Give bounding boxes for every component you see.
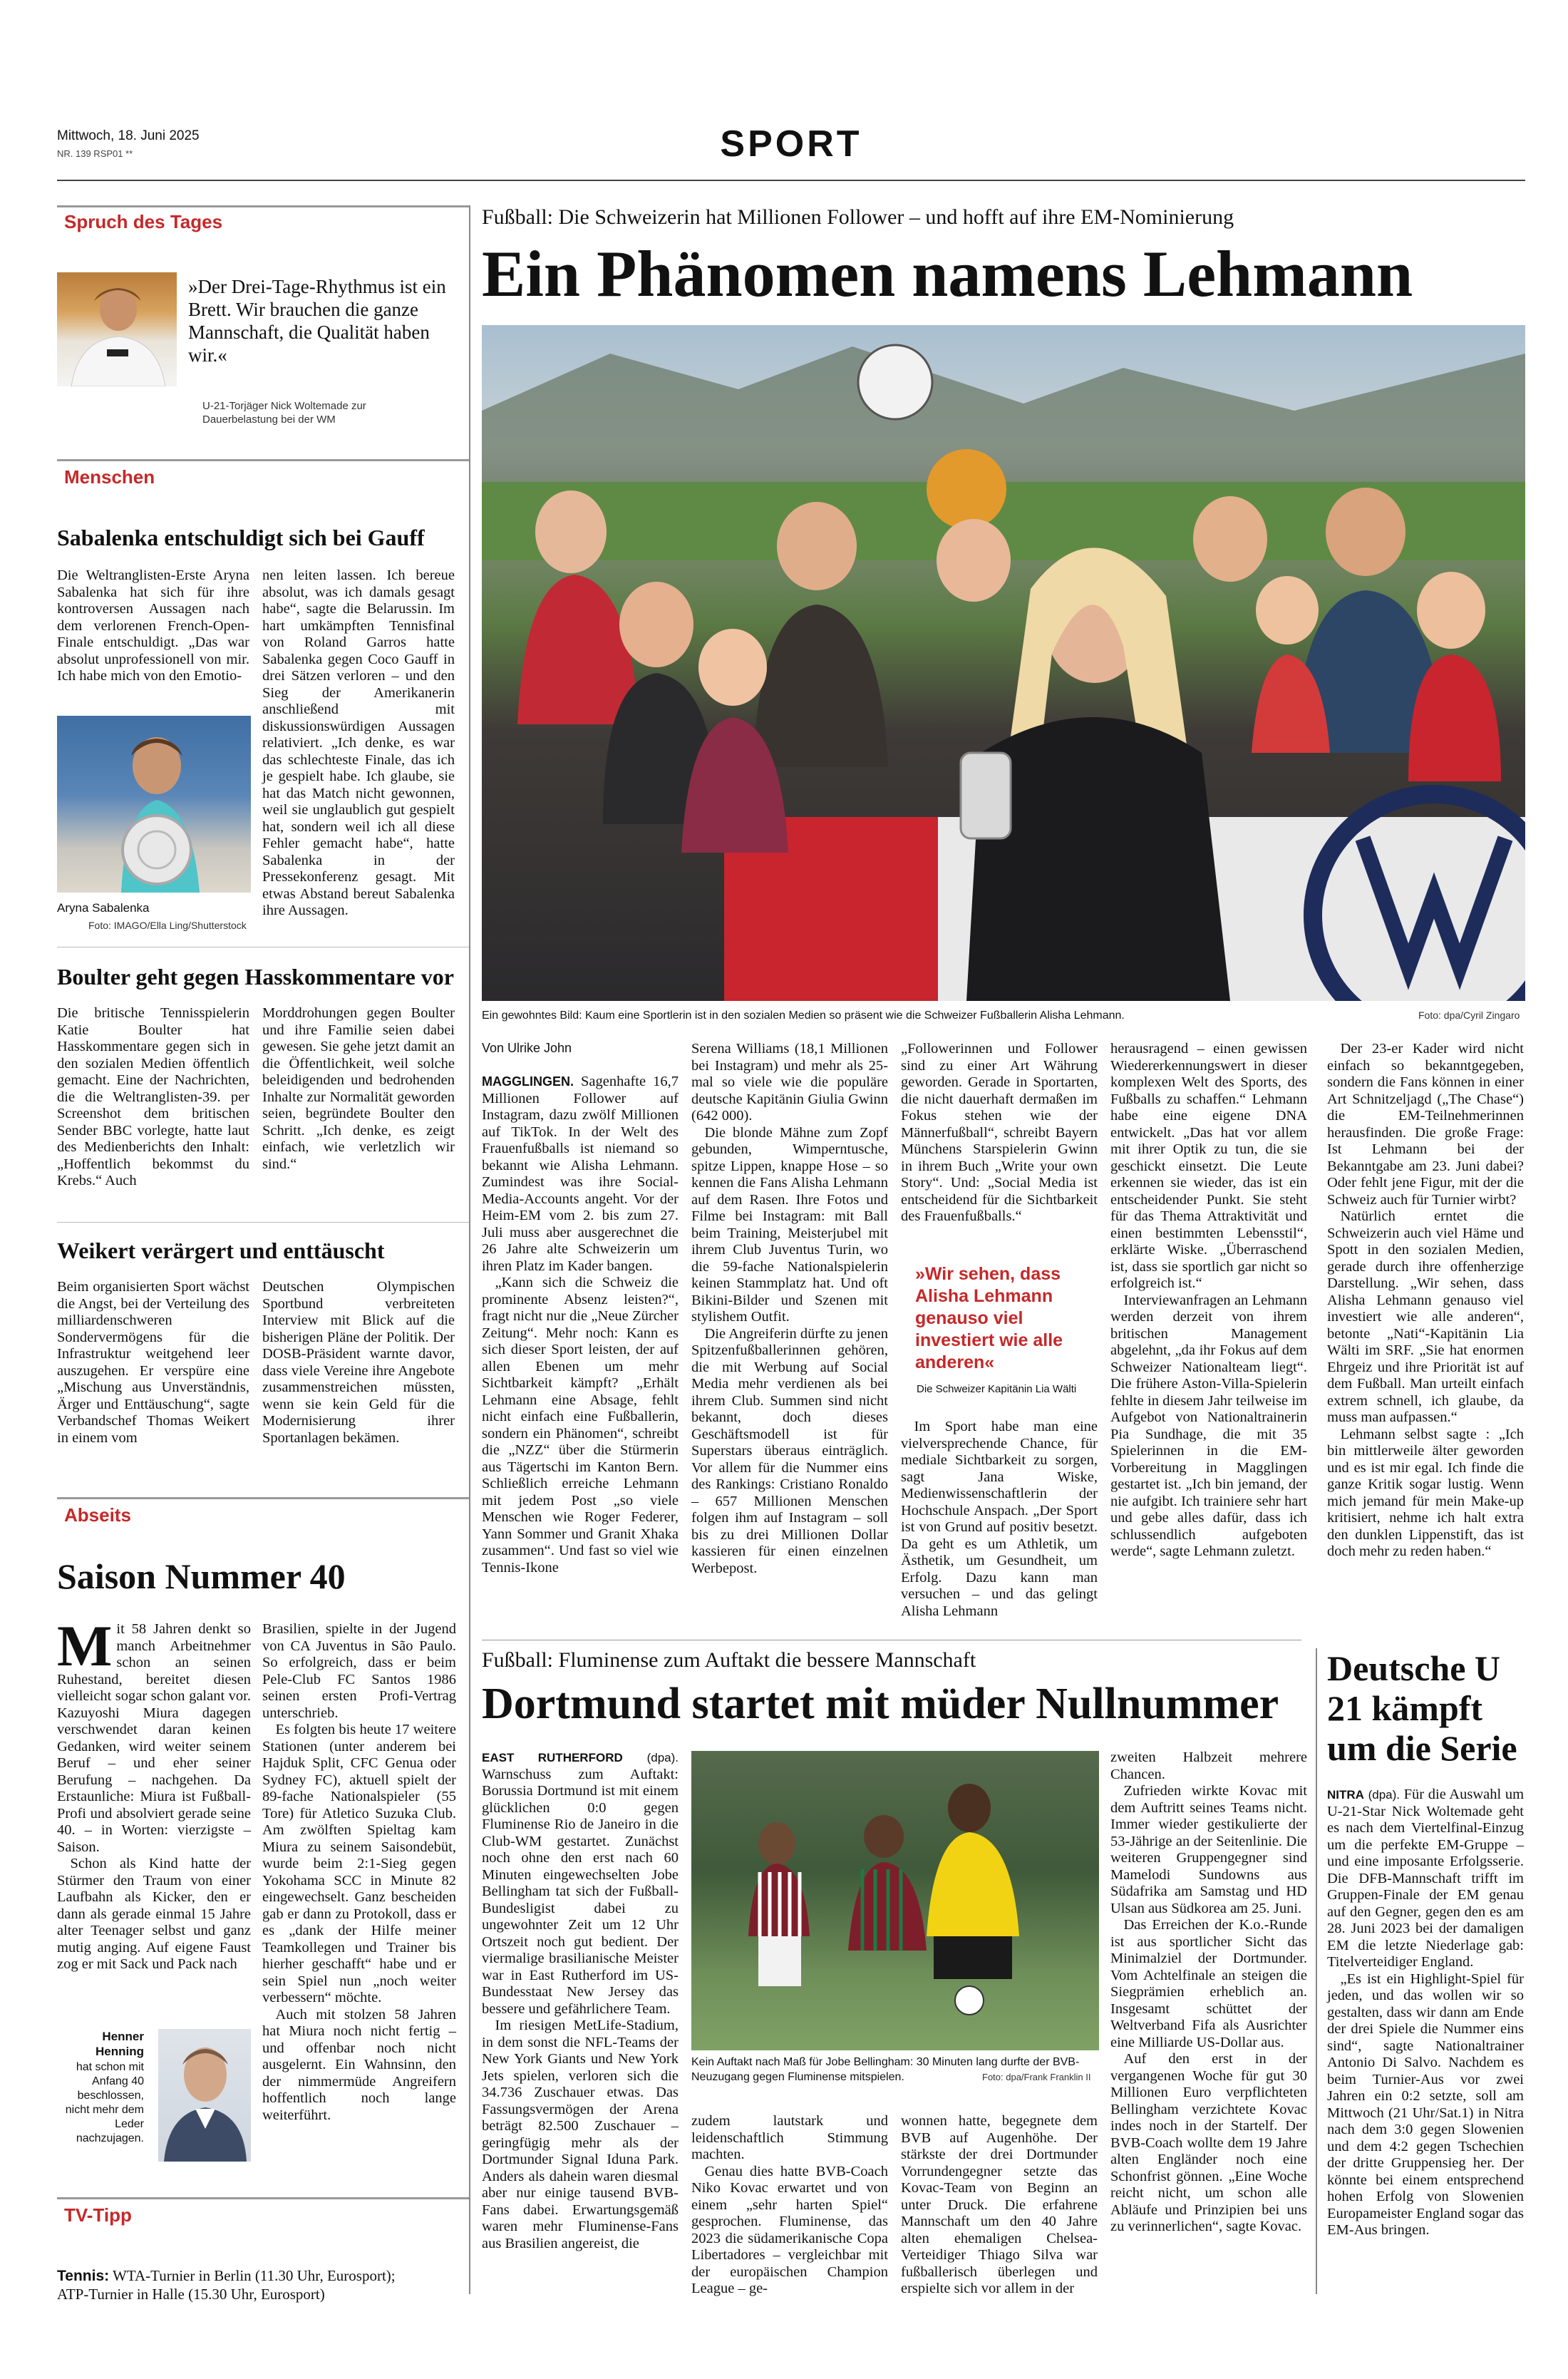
spruch-top-rule <box>57 205 469 207</box>
boulter-col1-text: Die britische Tennisspielerin Katie Boulter hat Hasskommentare gegen sich in den sozialen Medien öffentlich gemacht. Eine der Nachrichten, die die Weltranglisten-39. per Screenshot dem britischen Sender BBC vorlegte, hatte laut des Medienberichts den Inhalt: „Hoffentlich bekommst du Krebs.“ Auch <box>57 1005 249 1188</box>
tvtipp-rubric: TV-Tipp <box>64 2204 132 2226</box>
lead-col5 <box>1327 1041 1524 1561</box>
abseits-rubric: Abseits <box>64 1504 131 1526</box>
dortmund-col1-body: Warnschuss zum Auftakt: Borussia Dortmund ist mit einem glücklichen 0:0 gegen Fluminense Rio de Janeiro in die Club-WM gestartet. Zunächst noch ohne den erst nach 60 Minuten eingewechselten Jobe Bellingham tat sich der Fußball-Bundesligist dabei zu ungewohnter Zeit um 12 Uhr Ortszeit noch gut bedient. Der viermalige brasilianische Meister war in East Rutherford im US-Bundesstaat New Jersey das bessere und gefährlichere Team. <box>482 1766 679 2017</box>
menschen-top-rule <box>57 459 469 461</box>
u21-col1-text <box>1327 1787 1524 1971</box>
dortmund-kicker: Fußball: Fluminense zum Auftakt die bessere Mannschaft <box>482 1648 976 1672</box>
sabalenka-photo <box>57 716 251 893</box>
abseits-col2c-text: Auch mit stolzen 58 Jahren hat Miura noch nicht fertig – und offenbar noch nicht ausgelernt. Ein Wahnsinn, den der nimmermüde Angreifern hoffentlich noch lange weiterführt. <box>262 2006 456 2123</box>
lead-col3b <box>901 1419 1098 1620</box>
dortmund-dateline: EAST RUTHERFORD <box>482 1751 623 1764</box>
spruch-attribution: U-21-Torjäger Nick Woltemade zur Dauerbelastung bei der WM <box>202 400 366 426</box>
menschen-rubric: Menschen <box>64 466 155 488</box>
tvtipp-line1-text: WTA-Turnier in Berlin (11.30 Uhr, Eurosport); <box>113 2267 396 2284</box>
lead-col2-text: Serena Williams (18,1 Millionen bei Instagram) und mehr als 25-mal so viele wie die populäre deutsche Kapitänin Giulia Gwinn (642 000). <box>691 1041 888 1124</box>
trophy-icon <box>57 716 251 893</box>
lead-col1b-text: „Kann sich die Schweiz die prominente Absenz leisten?“, fragt nicht nur die „Neue Zürcher Zeitung“. Mehr noch: Kann es sich dieser Sport leisten, der auf allen Ebenen um mehr Sichtbarkeit kämpft? „Erhält Lehmann eine Absage, fehlt nicht einfach eine Fußballerin, sondern ein Phänomen“, schreibt die „NZZ“ über die Stürmerin aus Tägertschi im Kanton Bern. Schließlich erreiche Lehmann mit jedem Post „so viele Menschen wie Roger Federer, Yann Sommer und Granit Xhaka zusammen“. Und fast so viel wie Tennis-Ikone <box>482 1275 679 1576</box>
lead-col1 <box>482 1074 679 1576</box>
lead-col5b-text: Natürlich erntet die Schweizerin auch viel Häme und Spott in den sozialen Medien, gerade durch ihre offenherzige Darstellung. „Wir sehen, dass Alisha Lehmann genauso viel investiert wie alle anderen“, betonte „Nati“-Kapitänin Lia Wälti im SRF. „Sie hat enormen Ehrgeiz und ihre Priorität ist auf dem Fußball. Man urteilt einfach extrem schnell, ich glaube, da muss man aufpassen.“ <box>1327 1208 1524 1425</box>
abseits-col1-text: it 58 Jahren denkt so manch Arbeitnehmer schon an seinen Ruhestand, bereitet diesen vielleicht sogar schon galant vor. Kazuyoshi Miura dagegen verschwendet daran keinen Gedanken, wird weiter seinem Beruf – und eher seiner Berufung – nachgehen. Da Erstaunliche: Miura ist Fußball-Profi und absolviert gerade seine 40. – in Worten: vierzigste – Saison. <box>57 1621 251 1855</box>
menschen-divider-2 <box>57 1222 469 1223</box>
boulter-headline: Boulter geht gegen Hasskommentare vor <box>57 964 454 990</box>
lead-kicker: Fußball: Die Schweizerin hat Millionen Follower – und hofft auf ihre EM-Nominierung <box>482 205 1234 229</box>
lead-col4-text: herausragend – einen gewissen Wiedererkennungswert in dieser komplexen Welt des Sports, des Fußballs zu schaffen.“ Lehmann habe eine eigene DNA entwickelt. „Das hat vor allem mit ihrer Optik zu tun, die sie geschickt einsetzt. Die Leute erkennen sie wieder, das ist ein entscheidender Punkt. Sie steht für das Thema Attraktivität und einen bestimmten Lebensstil“, erklärte Wiske. „Überraschend ist, dass sie sportlich gar nicht so erfolgreich ist.“ <box>1110 1041 1307 1291</box>
lead-col4 <box>1110 1041 1307 1561</box>
u21-divider <box>1316 1648 1317 2294</box>
dortmund-col3-text: wonnen hatte, begegnete dem BVB auf Augenhöhe. Der stärkste der drei Dortmunder Vorrundengegner setzte das Kovac-Team von Beginn an unter Druck. Die erfahrene Mannschaft um den 40 Jahre alten ehemaligen Chelsea-Verteidiger Thiago Silva war fußballerisch überlegen und erspielte sich vor allem in der <box>901 2113 1098 2296</box>
abseits-col1b-text: Schon als Kind hatte der Stürmer den Traum von einer Laufbahn als Kicker, den er dann als gerade einmal 15 Jahre alter Teenager selbst und ganz mutig anging. Auf eigene Faust zog er mit Sack und Pack nach <box>57 1856 251 1972</box>
dortmund-col2b-text: Genau dies hatte BVB-Coach Niko Kovac erwartet und von einem „sehr harten Spiel“ gesprochen. Fluminense, das 2023 die südamerikanische Copa Libertadores – vergleichbar mit der europäischen Champion League – ge- <box>691 2163 888 2296</box>
sabalenka-caption: Aryna Sabalenka <box>57 901 150 915</box>
abseits-author-note: hat schon mit Anfang 40 beschlossen, nicht mehr dem Leder nachzujagen. <box>65 2061 144 2144</box>
lead-col2 <box>691 1041 888 1577</box>
lead-col2b-text: Die blonde Mähne zum Zopf gebunden, Wimperntusche, spitze Lippen, knappe Hose – so kennen die Fans Alisha Lehmann auf dem Rasen. Ihre Fotos und Filme bei Instagram: mit Ball beim Training, Meisterjubel mit ihrem Club Juventus Turin, wo die 59-fache Nationalspielerin keinen Stammplatz hat. Und oft Bikini-Bilder und Szenen mit stylishem Outfit. <box>691 1124 888 1325</box>
lead-col2c-text: Die Angreiferin dürfte zu jenen Spitzenfußballerinnen gehören, die mit Werbung auf Social Media mehr verdienen als bei ihrem Club. Summen sind nicht bekannt, doch dieses Geschäftsmodell ist für Superstars überaus einträglich. Vor allem für die Nummer eins des Rankings: Cristiano Ronaldo – 657 Millionen Menschen folgen ihm auf Instagram – soll bis zu drei Millionen Dollar kassieren für einen einzelnen Werbepost. <box>691 1325 888 1576</box>
abseits-dropcap: M <box>57 1613 113 1678</box>
author-portrait-icon <box>158 2029 251 2162</box>
lead-headline: Ein Phänomen namens Lehmann <box>482 237 1413 310</box>
weikert-col2-text: Deutschen Olympischen Sportbund verbreiteten Interview mit Blick auf die bisherigen Pläne der Politik. Der DOSB-Präsident warnte davor, dass viele Vereine ihre Angebote zusammenstreichen müssten, wenn sie kein Geld für die Modernisierung ihrer Sportanlagen bekämen. <box>262 1279 455 1446</box>
lead-dateline: MAGGLINGEN. <box>482 1074 574 1089</box>
weikert-col1-text: Beim organisierten Sport wächst die Angst, bei der Verteilung des milliardenschweren Sondervermögens für die Infrastruktur weitgehend leer auszugehen. Er verspüre eine „Mischung aus Unverständnis, Ärger und Enttäuschung“, sagte Verbandschef Thomas Weikert in einem vom <box>57 1279 249 1446</box>
dortmund-col4-text: zweiten Halbzeit mehrere Chancen. <box>1110 1749 1307 1782</box>
weikert-col2 <box>262 1279 455 1447</box>
dortmund-col4 <box>1110 1749 1307 2236</box>
abseits-top-rule <box>57 1497 469 1499</box>
dortmund-photo <box>691 1751 1099 2050</box>
boulter-col1 <box>57 1005 249 1190</box>
lead-col3-text: „Followerinnen und Follower sind zu einer Art Währung geworden. Gerade in Sportarten, die nicht dauerhaft dermaßen im Fokus stehen wie der Männerfußball“, schreibt Bayern Münchens Starspielerin Gwinn in ihrem Buch „Write your own Story“. Und: „Social Media ist entscheidend für die Sichtbarkeit des Frauenfußballs.“ <box>901 1041 1098 1224</box>
section-title: SPORT <box>720 123 862 165</box>
dortmund-col1 <box>482 1749 679 2252</box>
u21-agency: (dpa). <box>1368 1788 1401 1802</box>
lead-caption: Ein gewohntes Bild: Kaum eine Sportlerin ist in den sozialen Medien so präsent wie die Schweizer Fußballerin Alisha Lehmann. <box>482 1009 1125 1022</box>
weikert-col1 <box>57 1279 249 1447</box>
dortmund-col4d-text: Auf den erst in der vergangenen Woche für gut 30 Millionen Euro verpflichteten Bellingham verzichtete Kovac indes noch in der Startelf. Der BVB-Coach wollte dem 19 Jahre alten Engländer noch eine Schonfrist gönnen. „Eine Woche reicht nicht, um schon alle Abläufe und Prinzipien bei uns zu verinnerlichen“, sagte Kovac. <box>1110 2051 1307 2234</box>
dortmund-col4c-text: Das Erreichen der K.o.-Runde ist aus sportlicher Sicht das Minimalziel der Dortmunder. Vom Achtelfinale an steigen die Siegprämien erheblich an. Insgesamt schüttet der Weltverband Fifa als Ausrichter eine Milliarde US-Dollar aus. <box>1110 1917 1307 2050</box>
abseits-headline: Saison Nummer 40 <box>57 1556 346 1596</box>
u21-headline: Deutsche U 21 kämpft um die Serie <box>1327 1648 1517 1768</box>
issue-date: Mittwoch, 18. Juni 2025 <box>57 128 200 143</box>
sabalenka-col1 <box>57 567 249 685</box>
sabalenka-credit: Foto: IMAGO/Ella Ling/Shutterstock <box>88 920 247 931</box>
abseits-col2-text: Brasilien, spielte in der Jugend von CA Juventus in São Paulo. So erfolgreich, dass er beim Pele-Club FC Santos 1986 seinen ersten Profi-Vertrag unterschrieb. <box>262 1621 456 1721</box>
dortmund-col1-text <box>482 1749 679 2018</box>
lead-byline: Von Ulrike John <box>482 1041 572 1055</box>
dortmund-caption: Kein Auftakt nach Maß für Jobe Bellingham: 30 Minuten lang durfte der BVB-Neuzugang gegen Fluminense mitspielen. <box>691 2056 1080 2083</box>
tvtipp-line1-label: Tennis: <box>57 2268 110 2284</box>
dortmund-col2-text: zudem lautstark und leidenschaftlich Stimmung machten. <box>691 2113 888 2162</box>
tvtipp-line1 <box>57 2267 396 2285</box>
lead-pullquote: »Wir sehen, dass Alisha Lehmann genauso viel investiert wie alle anderen« <box>915 1264 1063 1372</box>
dortmund-headline: Dortmund startet mit müder Nullnummer <box>482 1680 1279 1728</box>
woltemade-photo <box>57 272 177 386</box>
sabalenka-col1-text: Die Weltranglisten-Erste Aryna Sabalenka hat sich für ihre kontroversen Aussagen nach dem verlorenen French-Open-Finale entschuldigt. „Das war absolut unprofessionell von mir. Ich habe mich von den Emotio- <box>57 567 249 684</box>
lead-col4b-text: Interviewanfragen an Lehmann werden derzeit von ihrem britischen Management abgelehnt, „da ihr Fokus auf dem Schweizer Nationalteam liegt“. Die frühere Aston-Villa-Spielerin fehlte in diesem Jahr teilweise im Aufgebot von Nationaltrainerin Pia Sundhage, die mit 35 Spielerinnen in die EM-Vorbereitung in Magglingen gestartet ist. „Ich bin jemand, der nie aufgibt. Ich trainiere sehr hart und gebe alles dafür, dass ich schlussendlich aufgeboten werde“, sagte Lehmann zuletzt. <box>1110 1292 1307 1559</box>
lead-col3b-text: Im Sport habe man eine vielversprechende Chance, für mediale Sichtbarkeit zu sorgen, sagt Jana Wiske, Medienwissenschaftlerin der Hochschule Anspach. „Der Sport ist von Grund auf positiv besetzt. Da geht es um Athletik, um Ästhetik, um Gesundheit, um Erfolg. Dazu kann man versuchen – und das gelingt Alisha Lehmann <box>901 1419 1098 1619</box>
lead-pullquote-attribution: Die Schweizer Kapitänin Lia Wälti <box>917 1383 1077 1395</box>
boulter-col2-text: Morddrohungen gegen Boulter und ihre Familie seien dabei gewesen. Sie gehe jetzt damit an die Öffentlichkeit, weil solche beleidigenden und bedrohenden Inhalte zur Normalität geworden seien, begründete Boulter den Schritt. „Ich denke, es zeigt einfach, wie verletzlich wir sind.“ <box>262 1005 455 1172</box>
u21-col1-body: Für die Auswahl um U-21-Star Nick Woltemade geht es nach dem Viertelfinal-Einzug um die perfekte EM-Gruppe – und eine imposante Erfolgsserie. Die DFB-Mannschaft trifft im Gruppen-Finale der EM genau auf den Gegner, gegen den es am 28. Juni 2023 bei der damaligen EM die letzte Niederlage gab: Titelverteidiger England. <box>1327 1787 1525 1970</box>
header-rule <box>57 180 1525 181</box>
abseits-col2b-text: Es folgten bis heute 17 weitere Stationen (unter anderem bei Hajduk Split, CFC Genua oder Sydney FC), aktuell spielt der 89-fache Nationalspieler (55 Tore) für Atletico Suzuka Club. Am zwölften Spieltag kam Miura zu seinem Saisondebüt, wurde beim 2:1-Sieg gegen Yokohama SCC in Minute 82 eingewechselt. Ganz bescheiden gab er dann zu Protokoll, dass er es „dank der Hilfe meiner Teamkollegen und Trainer bis hierher geschafft“ habe und er sein Spiel nun „noch weiter verbessern“ möchte. <box>262 1722 456 2005</box>
spruch-quote: »Der Drei-Tage-Rhythmus ist ein Brett. Wir brauchen die ganze Mannschaft, die Qualität haben wir.« <box>188 276 446 366</box>
lead-col3 <box>901 1041 1098 1226</box>
u21-col1 <box>1327 1787 1524 2239</box>
abseits-author-name: Henner Henning <box>96 2030 144 2058</box>
left-column-divider <box>469 205 470 2294</box>
lead-col5c-text: Lehmann selbst sagte : „Ich bin mittlerweile älter geworden und es ist mir egal. Ich finde die ganze Kritik sogar lustig. Wenn mich jemand für mein Make-up kritisiert, nehme ich halt extra den dunklen Lippenstift, das ist doch mehr zu reden haben.“ <box>1327 1426 1524 1559</box>
dortmund-col3 <box>901 2113 1098 2298</box>
tvtipp-top-rule <box>57 2197 469 2199</box>
sabalenka-col2 <box>262 567 455 920</box>
person-silhouette-icon <box>57 272 177 386</box>
author-photo <box>158 2029 251 2162</box>
lead-col1-body: Sagenhafte 16,7 Millionen Follower auf Instagram, dazu zwölf Millionen auf TikTok. In der Welt des Frauenfußballs ist niemand so bekannt wie Alisha Lehmann. Zumindest was ihre Social-Media-Accounts angeht. Vor der Heim-EM vom 2. bis zum 27. Juli muss aber ausgerechnet die 26 Jahre alte Schweizerin um ihren Platz im Kader bangen. <box>482 1074 679 1274</box>
abseits-col1 <box>57 1613 251 1973</box>
lead-col1-text <box>482 1074 679 1275</box>
u21-col1b-text: „Es ist ein Highlight-Spiel für jeden, und das wollen wir so gestalten, dass wir dann am Ende der drei Spiele die Nummer eins sind“, sagte Nationaltrainer Antonio Di Salvo. Nachdem es beim Turnier-Aus vor zwei Jahren ein 0:2 setzte, soll am Mittwoch (21 Uhr/Sat.1) in Nitra nach dem 3:0 gegen Slowenien und dem 4:2 gegen Tschechien der dritte Gruppensieg her. Der könnte bei einem entsprechend hohen Erfolg von Slowenien Europameister England sogar das EM-Aus bringen. <box>1327 1970 1524 2238</box>
sabalenka-headline: Sabalenka entschuldigt sich bei Gauff <box>57 525 425 550</box>
tvtipp-line2: ATP-Turnier in Halle (15.30 Uhr, Eurosport) <box>57 2286 325 2303</box>
lead-col5-text: Der 23-er Kader wird nicht einfach so bekanntgegeben, sondern die Fans können in einer Art Schnitzeljagd („The Chase“) die EM-Teilnehmerinnen herausfinden. Die große Frage: Ist Lehmann bei der Bekanntgabe am 23. Juni dabei? Oder fehlt jene Figur, mit der die Schweiz auch für Turnier wirbt? <box>1327 1041 1524 1208</box>
issue-number: NR. 139 RSP01 ** <box>57 148 133 159</box>
dortmund-col4b-text: Zufrieden wirkte Kovac mit dem Auftritt seines Teams nicht. Immer wieder gestikulierte der 53-Jährige an der Seitenlinie. Die weiteren Gruppengegner sind Mamelodi Sundowns aus Südafrika am Samstag und HD Ulsan aus Südkorea am 25. Juni. <box>1110 1783 1307 1916</box>
match-scene <box>691 1751 1099 2050</box>
u21-dateline: NITRA <box>1327 1788 1364 1802</box>
fans-selfie-scene <box>482 325 1525 1001</box>
abseits-col2 <box>262 1621 456 2124</box>
boulter-col2 <box>262 1005 455 1173</box>
dortmund-col1b-text: Im riesigen MetLife-Stadium, in dem sonst die NFL-Teams der New York Giants und New York Jets spielen, verloren sich die 34.736 Zuschauer etwas. Das Fassungsvermögen der Arena beträgt 82.500 Zuschauer – geringfügig mehr als der Dortmunder Signal Iduna Park. Anders als dahein waren diesmal aber nur einige tausend BVB-Fans dabei. Erwartungsgemäß waren mehr Fluminense-Fans aus Brasilien angereist, die <box>482 2018 679 2251</box>
lead-photo-lehmann <box>482 325 1525 1001</box>
spruch-box <box>57 205 469 441</box>
weikert-headline: Weikert verärgert und enttäuscht <box>57 1238 385 1263</box>
spruch-rubric: Spruch des Tages <box>64 211 223 232</box>
dortmund-credit: Foto: dpa/Frank Franklin II <box>982 2072 1091 2082</box>
sabalenka-col2-text: nen leiten lassen. Ich bereue absolut, was ich damals gesagt habe“, sagte die Belarussin. Im hart umkämpften Tennisfinal von Roland Garros hatte Sabalenka gegen Coco Gauff in drei Sätzen verloren – und den Sieg der Amerikanerin anschließend mit diskussionswürdigen Aussagen relativiert. „Ich denke, es war das schlechteste Finale, das ich je gespielt habe. Ich glaube, sie hat das Match nicht gewonnen, weil sie unglaublich gut gespielt hat, sondern weil ich all diese Fehler gemacht habe“, hatte Sabalenka in der Pressekonferenz gesagt. Mit etwas Abstand bereut Sabalenka ihre Aussagen. <box>262 567 455 918</box>
lead-credit: Foto: dpa/Cyril Zingaro <box>1418 1009 1520 1021</box>
dortmund-col2 <box>691 2113 888 2298</box>
dortmund-agency: (dpa). <box>646 1751 679 1764</box>
